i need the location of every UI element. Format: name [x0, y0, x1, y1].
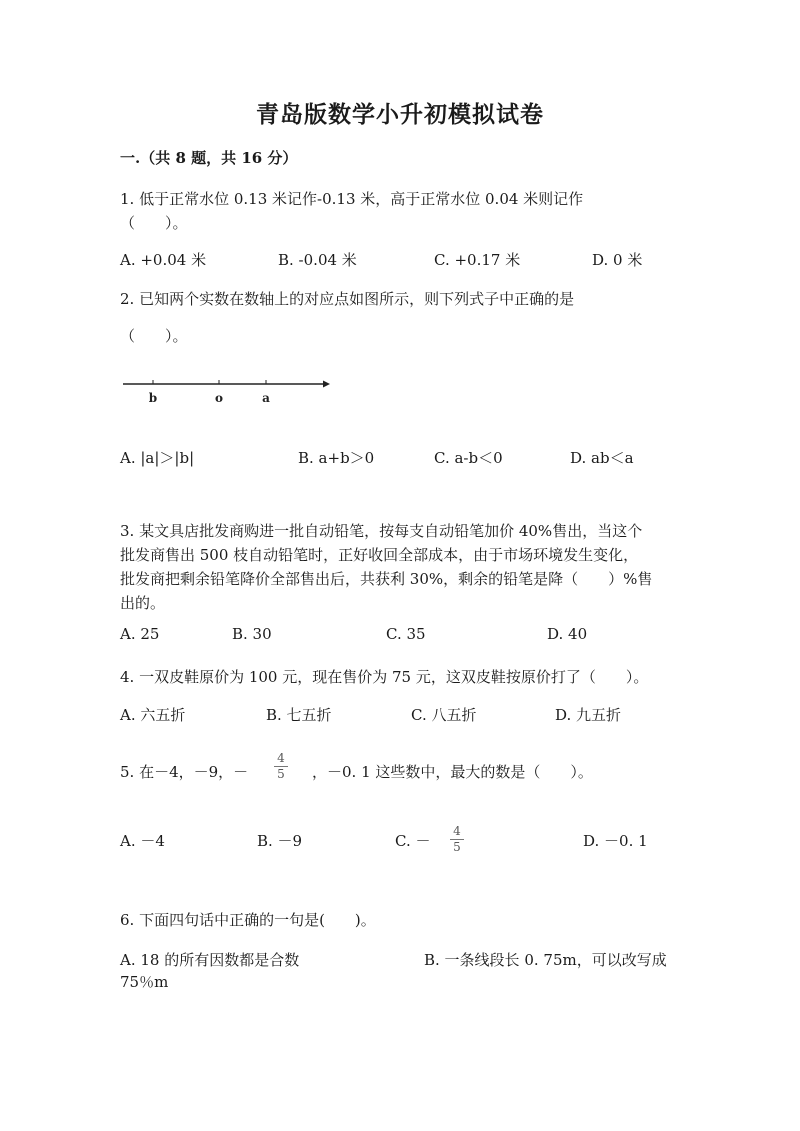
question-1-line-2: （ ）。 — [120, 214, 188, 232]
question-3-option-d: D. 40 — [547, 625, 588, 643]
question-4-option-c: C. 八五折 — [411, 706, 477, 724]
question-2-option-a: A. |a|＞|b| — [120, 449, 195, 467]
question-5-line-start: 5. 在－4，－9，－ — [120, 763, 249, 781]
page-title: 青岛版数学小升初模拟试卷 — [256, 101, 544, 128]
label-o: o — [214, 391, 224, 405]
question-5-option-b: B. －9 — [257, 832, 303, 850]
question-6-option-a: A. 18 的所有因数都是合数 — [120, 951, 300, 969]
section-heading: 一.（共 8 题，共 16 分） — [120, 149, 298, 167]
question-3-line-4: 出的。 — [120, 594, 166, 612]
fraction-numerator: 4 — [453, 824, 461, 838]
fraction-denominator: 5 — [277, 767, 285, 781]
question-3-line-1: 3. 某文具店批发商购进一批自动铅笔，按每支自动铅笔加价 40%售出，当这个 — [120, 522, 643, 540]
question-4-line-1: 4. 一双皮鞋原价为 100 元，现在售价为 75 元，这双皮鞋按原价打了（ ）。 — [120, 668, 649, 686]
question-1-option-d: D. 0 米 — [592, 251, 643, 269]
question-4-option-a: A. 六五折 — [120, 706, 186, 724]
question-1-line-1: 1. 低于正常水位 0.13 米记作-0.13 米，高于正常水位 0.04 米则记作 — [120, 190, 584, 208]
question-4-option-b: B. 七五折 — [266, 706, 332, 724]
number-line-diagram — [120, 374, 340, 410]
question-5-option-c-fraction — [450, 825, 464, 854]
question-2-option-b: B. a+b＞0 — [298, 449, 375, 467]
question-2-line-1: 2. 已知两个实数在数轴上的对应点如图所示，则下列式子中正确的是 — [120, 290, 575, 308]
question-5-fraction — [274, 752, 288, 781]
question-5-option-c: C. － — [395, 832, 431, 850]
number-line-arrow — [323, 381, 330, 388]
question-3-line-2: 批发商售出 500 枝自动铅笔时，正好收回全部成本，由于市场环境发生变化， — [120, 546, 639, 564]
label-b: b — [148, 391, 158, 405]
question-5-line-end: ，－0. 1 这些数中，最大的数是（ ）。 — [312, 763, 593, 781]
question-5-option-d: D. －0. 1 — [583, 832, 648, 850]
label-a: a — [262, 391, 270, 405]
fraction-numerator: 4 — [277, 751, 285, 765]
question-1-option-c: C. +0.17 米 — [434, 251, 521, 269]
question-6-option-b: B. 一条线段长 0. 75m，可以改写成 — [424, 951, 667, 969]
question-2-option-c: C. a-b＜0 — [434, 449, 503, 467]
question-6-option-b-continuation: 75％m — [120, 973, 169, 991]
question-3-line-3: 批发商把剩余铅笔降价全部售出后，共获利 30%，剩余的铅笔是降（ ）%售 — [120, 570, 653, 588]
question-6-line-1: 6. 下面四句话中正确的一句是( )。 — [120, 911, 376, 929]
question-3-option-a: A. 25 — [120, 625, 160, 643]
question-2-option-d: D. ab＜a — [570, 449, 634, 467]
question-4-option-d: D. 九五折 — [555, 706, 622, 724]
question-1-option-a: A. +0.04 米 — [120, 251, 207, 269]
question-5-option-a: A. －4 — [120, 832, 165, 850]
question-2-line-2: （ ）。 — [120, 327, 188, 345]
question-3-option-b: B. 30 — [232, 625, 272, 643]
fraction-denominator: 5 — [453, 840, 461, 854]
question-1-option-b: B. -0.04 米 — [278, 251, 357, 269]
question-3-option-c: C. 35 — [386, 625, 426, 643]
